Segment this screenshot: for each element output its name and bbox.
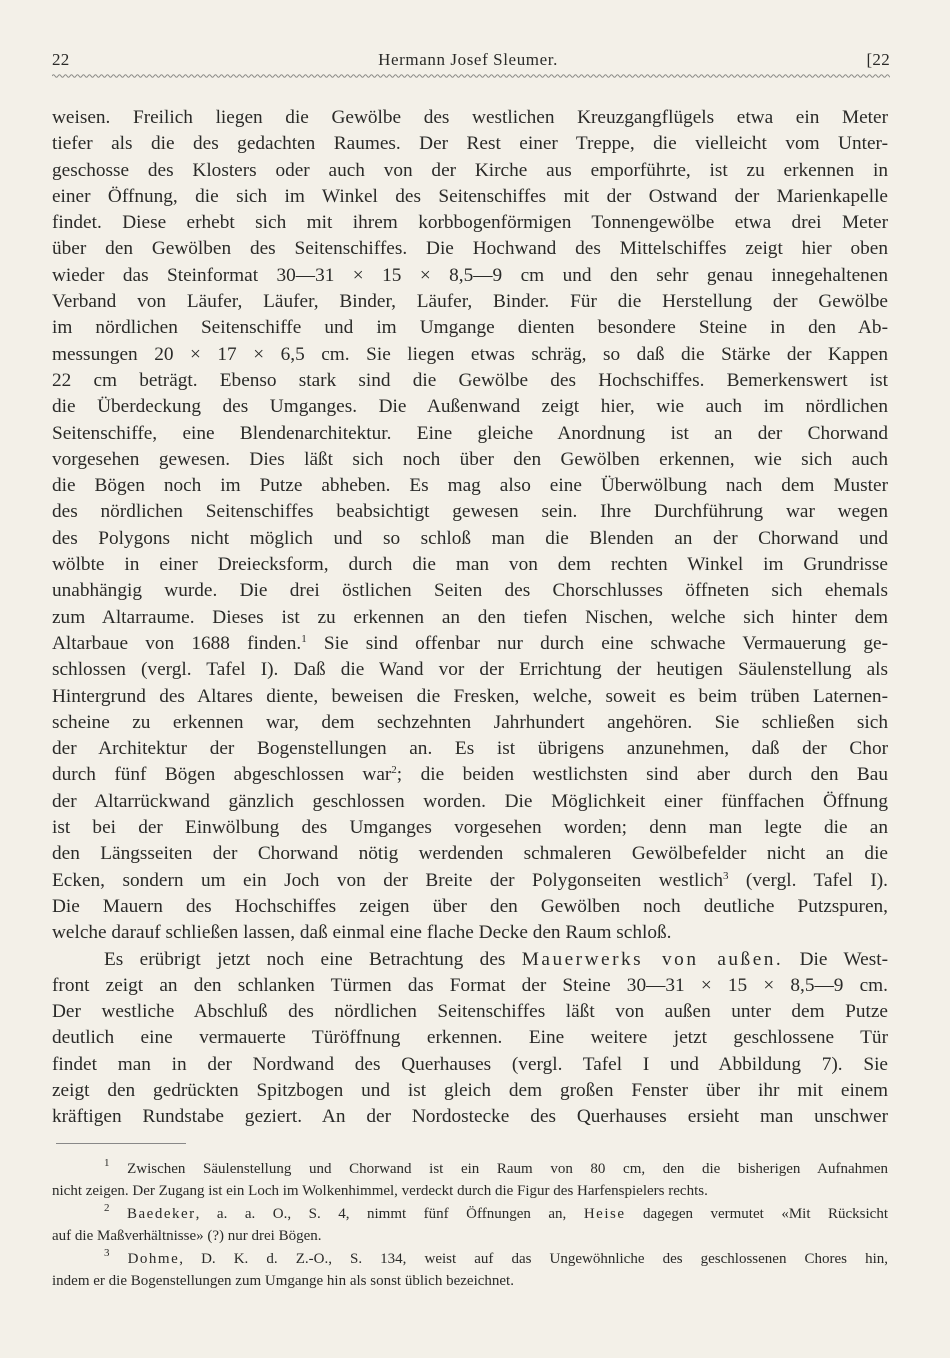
text-line: Die Mauern des Hochschiffes zeigen über den Gewölben noch deutliche Putzspuren, — [52, 895, 888, 917]
text-line: Seitenschiffe, eine Blendenarchitektur. Eine gleiche Anordnung ist an der Chorwand — [52, 422, 888, 444]
text-line: tiefer als die des gedachten Raumes. Der Rest einer Treppe, die vielleicht vom Unter- — [52, 133, 888, 155]
text-line: findet man in der Nordwand des Querhauses (vergl. Tafel I und Abbildung 7). Sie — [52, 1053, 888, 1075]
text-line: Hintergrund des Altares diente, beweisen die Fresken, welche, soweit es beim trüben Laternen- — [52, 685, 888, 707]
author-name: Heise — [583, 1206, 626, 1222]
text-line: wieder das Steinformat 30—31 × 15 × 8,5—9 cm und den sehr genau innegehaltenen — [52, 264, 888, 286]
text-line: zeigt den gedrückten Spitzbogen und ist gleich dem großen Fenster über ihr mit einem — [52, 1079, 888, 1101]
footnote-ref-1[interactable]: 1 — [301, 632, 307, 645]
text-segment: Altarbaue von 1688 finden. — [52, 632, 302, 654]
text-segment: Ecken, sondern um ein Joch von der Breite der Polygonseiten westlich — [52, 869, 723, 891]
footnote-line: auf die Maßverhältnisse» (?) nur drei Bögen. — [52, 1228, 322, 1244]
footnote-2 — [52, 1203, 888, 1247]
text-line — [52, 631, 888, 657]
footnote-line: indem er die Bogenstellungen zum Umgange hin als sonst üblich bezeichnet. — [52, 1273, 514, 1289]
text-line: scheine zu erkennen war, dem sechzehnten Jahrhundert angehören. Sie schließen sich — [52, 711, 888, 733]
text-line: deutlich eine vermauerte Türöffnung erkennen. Eine weitere jetzt geschlossene Tür — [52, 1027, 888, 1049]
footnote-line — [52, 1158, 888, 1180]
footnotes — [52, 1158, 888, 1292]
text-segment: dagegen vermutet «Mit Rücksicht — [625, 1206, 888, 1222]
footnote-line — [52, 1248, 888, 1270]
page-number: 22 — [52, 50, 70, 69]
text-segment: Die West- — [783, 948, 888, 970]
footnote-ref-2[interactable]: 2 — [391, 764, 397, 777]
paragraph-2 — [52, 947, 888, 1131]
text-line — [52, 762, 888, 788]
text-line: im nördlichen Seitenschiffe und im Umgange dienten besondere Steine in den Ab- — [52, 317, 888, 339]
header-ornament-rule — [52, 73, 890, 79]
author-name: Baedeker — [127, 1206, 196, 1222]
text-line: die Bögen noch im Putze abheben. Es mag also eine Überwölbung nach dem Muster — [52, 475, 888, 497]
text-segment: , a. a. O., S. 4, nimmt fünf Öffnungen an, — [195, 1206, 584, 1222]
text-line: schlossen (vergl. Tafel I). Daß die Wand vor der Errichtung der heutigen Säulenstellung als — [52, 659, 888, 681]
page-reference: [22 — [866, 50, 890, 69]
footnote-ref-3[interactable]: 3 — [722, 869, 729, 882]
text-line: findet. Diese erhebt sich mit ihrem korbbogenförmigen Tonnengewölbe etwa drei Meter — [52, 212, 888, 234]
running-header — [52, 50, 890, 72]
footnote-mark: 2 — [104, 1203, 110, 1214]
body-text — [52, 105, 888, 1131]
footnote-line — [52, 1203, 888, 1225]
text-line: der Architektur der Bogenstellungen an. Es ist übrigens anzunehmen, daß der Chor — [52, 738, 888, 760]
text-segment: , D. K. d. Z.-O., S. 134, weist auf das Ungewöhnliche des geschlossenen Chores hin, — [179, 1251, 888, 1267]
text-line: des nördlichen Seitenschiffes beabsichtigt gewesen sein. Ihre Durchführung war wegen — [52, 501, 888, 523]
text-line: Verband von Läufer, Läufer, Binder, Läufer, Binder. Für die Herstellung der Gewölbe — [52, 291, 888, 313]
text-line: des Polygons nicht möglich und so schloß man die Blenden an der Chorwand und — [52, 527, 888, 549]
text-line: die Überdeckung des Umganges. Die Außenwand zeigt hier, wie auch im nördlichen — [52, 396, 888, 418]
footnote-mark: 3 — [104, 1248, 110, 1259]
text-segment: (vergl. Tafel I). — [728, 869, 888, 891]
footnote-separator — [56, 1143, 186, 1144]
text-segment: durch fünf Bögen abgeschlossen war — [52, 764, 392, 786]
footnote-1 — [52, 1158, 888, 1202]
text-line: den Längsseiten der Chorwand nötig werdenden schmaleren Gewölbefelder nicht an die — [52, 843, 888, 865]
running-title: Hermann Josef Sleumer. — [378, 50, 558, 69]
paragraph-1 — [52, 105, 888, 947]
text-line: geschosse des Klosters oder auch von der Kirche aus emporführte, ist zu erkennen in — [52, 159, 888, 181]
text-line — [52, 868, 888, 894]
text-line: zum Altarraume. Dieses ist zu erkennen an den tiefen Nischen, welche sich hinter dem — [52, 606, 888, 628]
text-line: messungen 20 × 17 × 6,5 cm. Sie liegen etwas schräg, so daß die Stärke der Kappen — [52, 343, 888, 365]
text-line: weisen. Freilich liegen die Gewölbe des westlichen Kreuzgangflügels etwa ein Meter — [52, 107, 888, 128]
text-line: wölbte in einer Dreiecksform, durch die man von dem rechten Winkel im Grundrisse — [52, 554, 888, 576]
emphasis-text: Mauerwerks von außen. — [521, 948, 784, 970]
text-segment: Es erübrigt jetzt noch eine Betrachtung des — [104, 948, 522, 970]
text-line — [52, 947, 888, 973]
text-segment: Zwischen Säulenstellung und Chorwand ist ein Raum von 80 cm, den die bisherigen Aufnahmen — [109, 1161, 888, 1177]
text-segment: Sie sind offenbar nur durch eine schwache Vermauerung ge- — [306, 632, 888, 654]
text-line: ist bei der Einwölbung des Umganges vorgesehen worden; denn man legte die an — [52, 817, 888, 839]
text-segment: ; die beiden westlichsten sind aber durch den Bau — [396, 764, 888, 786]
text-line: über den Gewölben des Seitenschiffes. Die Hochwand des Mittelschiffes zeigt hier oben — [52, 238, 888, 260]
text-line: kräftigen Rundstabe geziert. An der Nordostecke des Querhauses ersieht man unschwer — [52, 1106, 888, 1128]
text-line: front zeigt an den schlanken Türmen das Format der Steine 30—31 × 15 × 8,5—9 cm. — [52, 974, 888, 996]
text-line: Der westliche Abschluß des nördlichen Seitenschiffes läßt von außen unter dem Putze — [52, 1001, 888, 1023]
text-line: welche darauf schließen lassen, daß einmal eine flache Decke den Raum schloß. — [52, 922, 672, 944]
text-line: vorgesehen gewesen. Dies läßt sich noch über den Gewölben erkennen, wie sich auch — [52, 448, 888, 470]
text-line: 22 cm beträgt. Ebenso stark sind die Gewölbe des Hochschiffes. Bemerkenswert ist — [52, 369, 888, 391]
footnote-line: nicht zeigen. Der Zugang ist ein Loch im Wolkenhimmel, verdeckt durch die Figur des Harfenspielers rechts. — [52, 1183, 708, 1199]
text-line: der Altarrückwand gänzlich geschlossen worden. Die Möglichkeit einer fünffachen Öffnung — [52, 790, 888, 812]
footnote-mark: 1 — [104, 1158, 110, 1169]
footnote-3 — [52, 1248, 888, 1292]
text-line: einer Öffnung, die sich im Winkel des Seitenschiffes mit der Ostwand der Marienkapelle — [52, 185, 888, 207]
author-name: Dohme — [127, 1251, 180, 1267]
text-line: unabhängig wurde. Die drei östlichen Seiten des Chorschlusses öffneten sich ehemals — [52, 580, 888, 602]
